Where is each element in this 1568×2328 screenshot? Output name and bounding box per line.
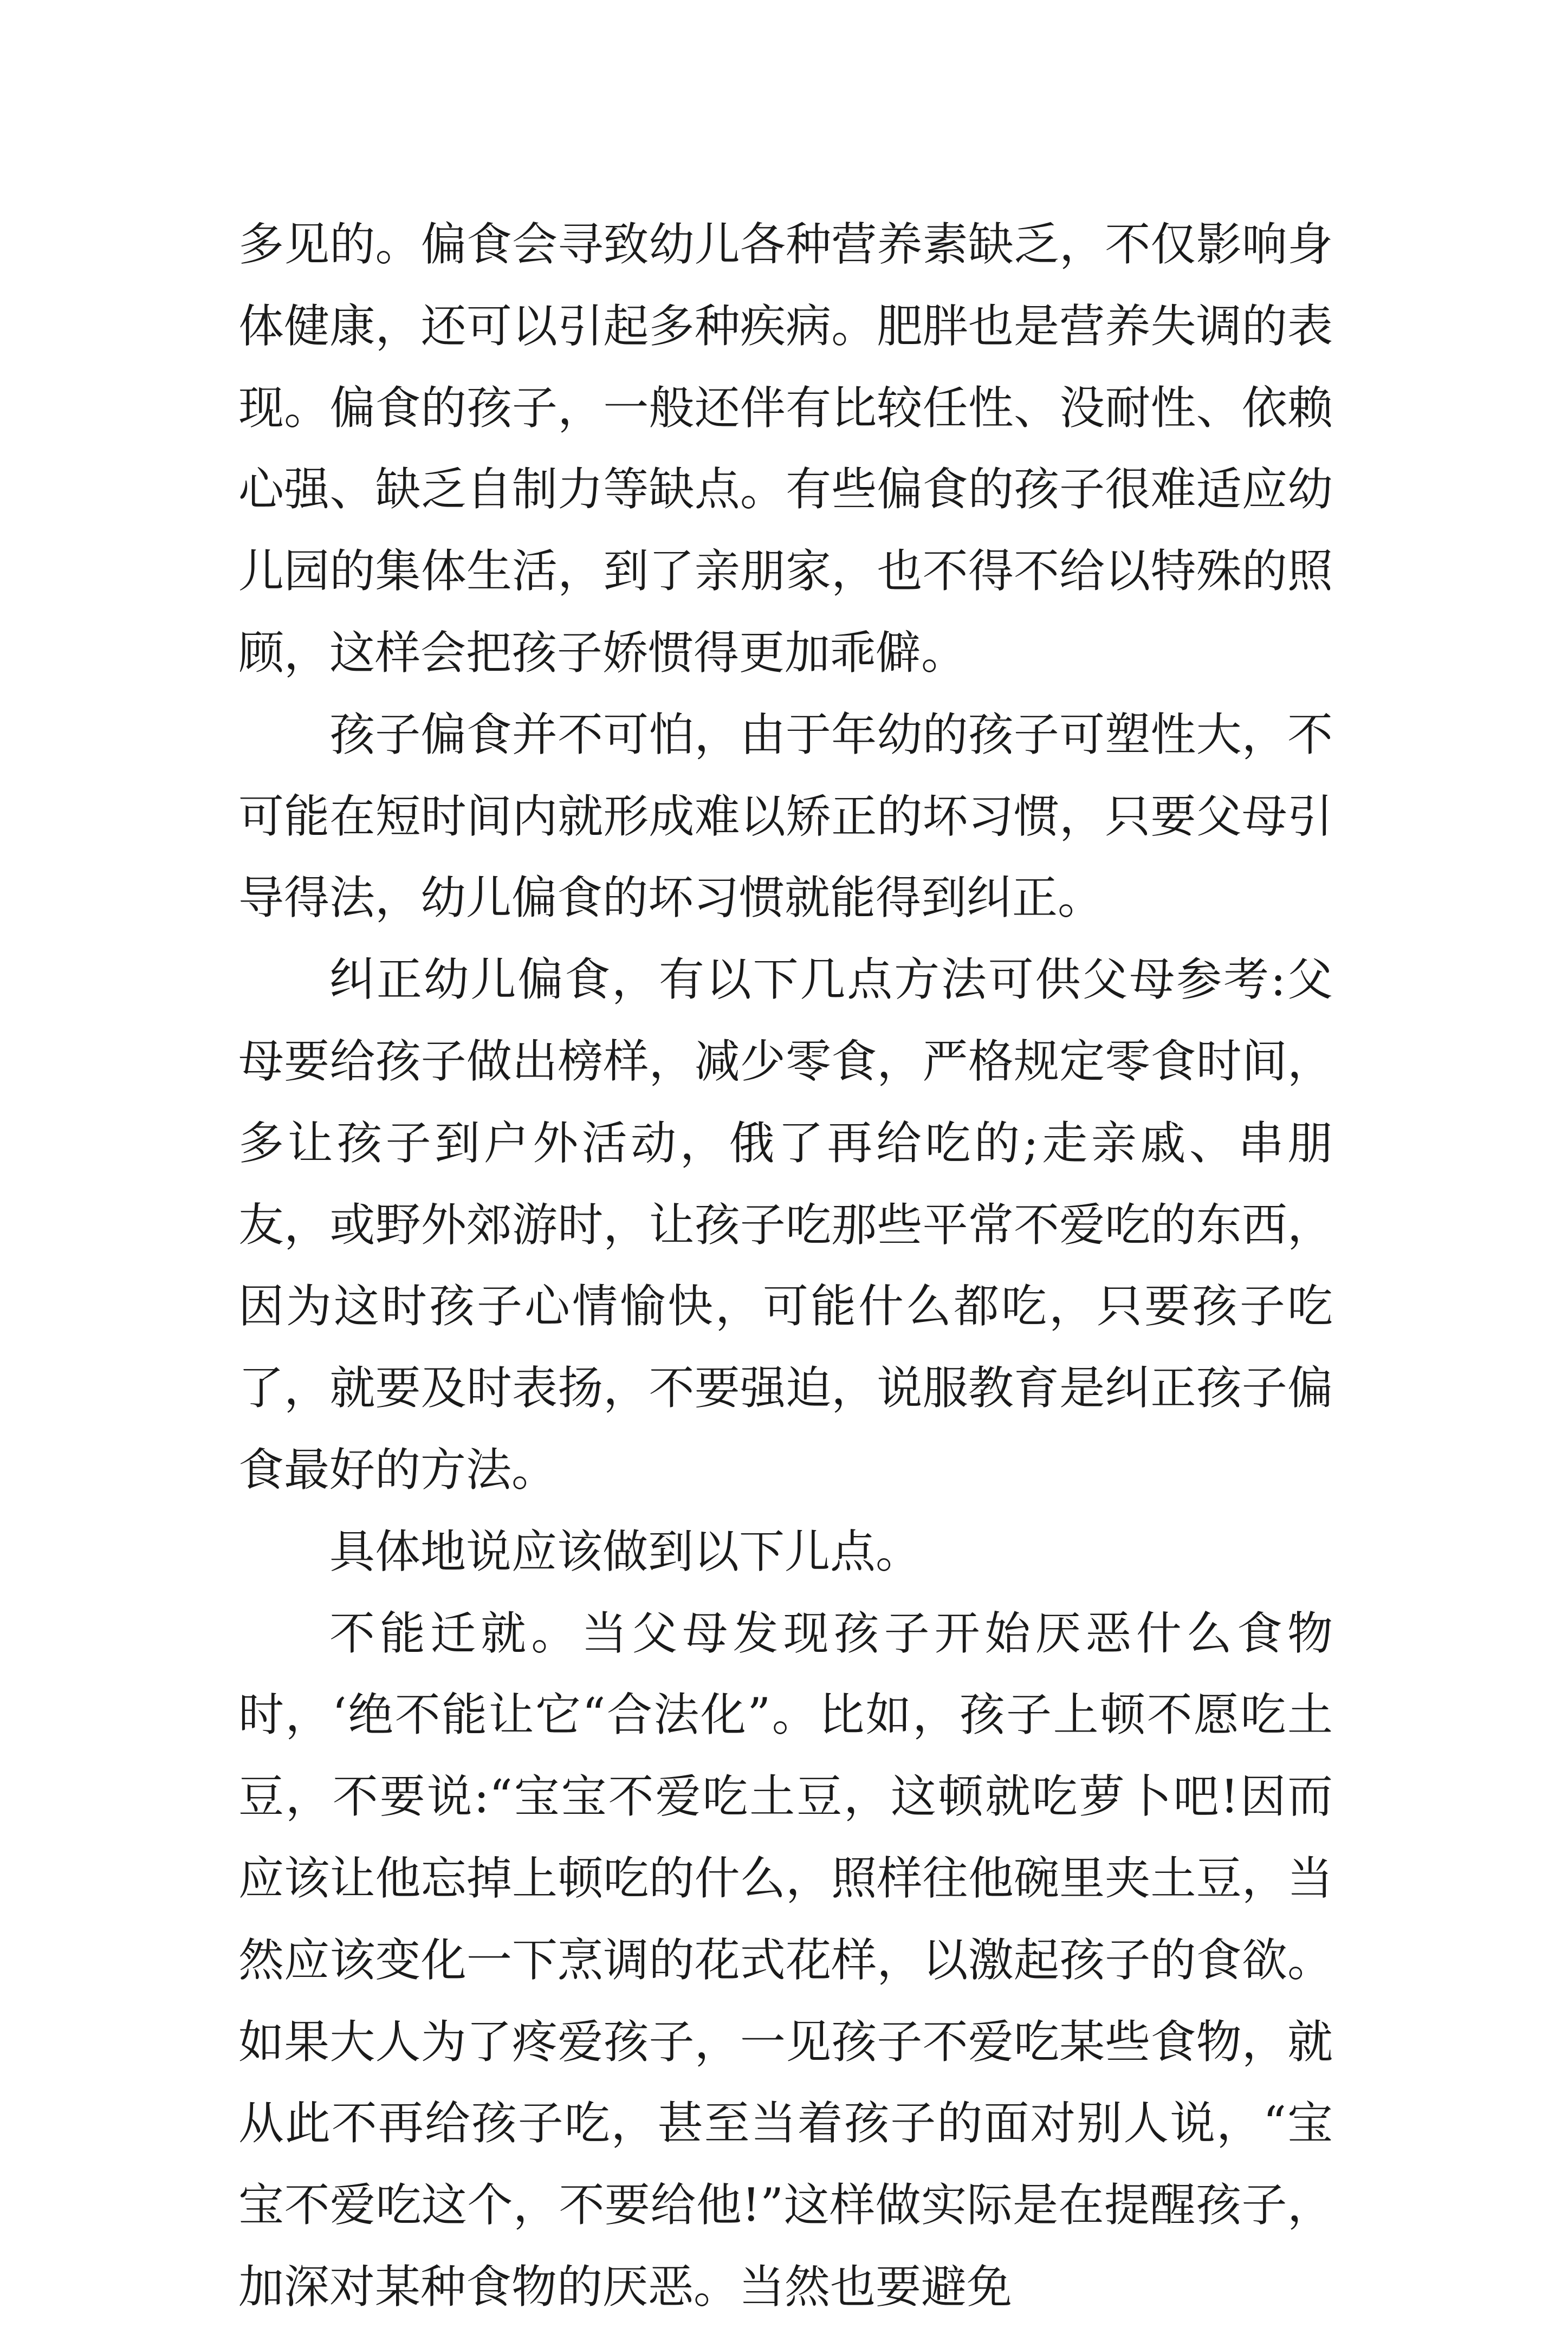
body-text — [238, 204, 1333, 2328]
paragraph-continuation: 多见的。偏食会寻致幼儿各种营养素缺乏，不仅影响身体健康，还可以引起多种疾病。肥胖也是营养失调的表现。偏食的孩子，一般还伴有比较任性、没耐性、依赖心强、缺乏自制力等缺点。有些偏食的孩子很难适应幼儿园的集体生活，到了亲朋家，也不得不给以特殊的照顾，这样会把孩子娇惯得更加乖僻。 — [238, 218, 1333, 679]
paragraph: 孩子偏食并不可怕，由于年幼的孩子可塑性大，不可能在短时间内就形成难以矫正的坏习惯，只要父母引导得法，幼儿偏食的坏习惯就能得到纠正。 — [238, 708, 1333, 925]
paragraph: 具体地说应该做到以下儿点。 — [329, 1525, 922, 1578]
paragraph: 纠正幼儿偏食，有以下几点方法可供父母参考:父母要给孩子做出榜样，减少零食，严格规定零食时间，多让孩子到户外活动，俄了再给吃的;走亲戚、串朋友，或野外郊游时，让孩子吃那些平常不爱吃的东西，因为这时孩子心情愉快，可能什么都吃，只要孩子吃了，就要及时表扬，不要强迫，说服教育是纠正孩子偏食最好的方法。 — [238, 953, 1333, 1496]
paragraph: 不能迁就。当父母发现孩子开始厌恶什么食物时，‘绝不能让它“合法化”。比如，孩子上顿不愿吃土豆，不要说:“宝宝不爱吃土豆，这顿就吃萝卜吧!因而应该让他忘掉上顿吃的什么，照样往他碗里夹土豆，当然应该变化一下烹调的花式花样，以激起孩子的食欲。如果大人为了疼爱孩子，一见孩子不爱吃某些食物，就从此不再给孩子吃，甚至当着孩子的面对别人说，“宝宝不爱吃这个，不要给他!”这样做实际是在提醒孩子，加深对某种食物的厌恶。当然也要避免 — [238, 1606, 1333, 2313]
